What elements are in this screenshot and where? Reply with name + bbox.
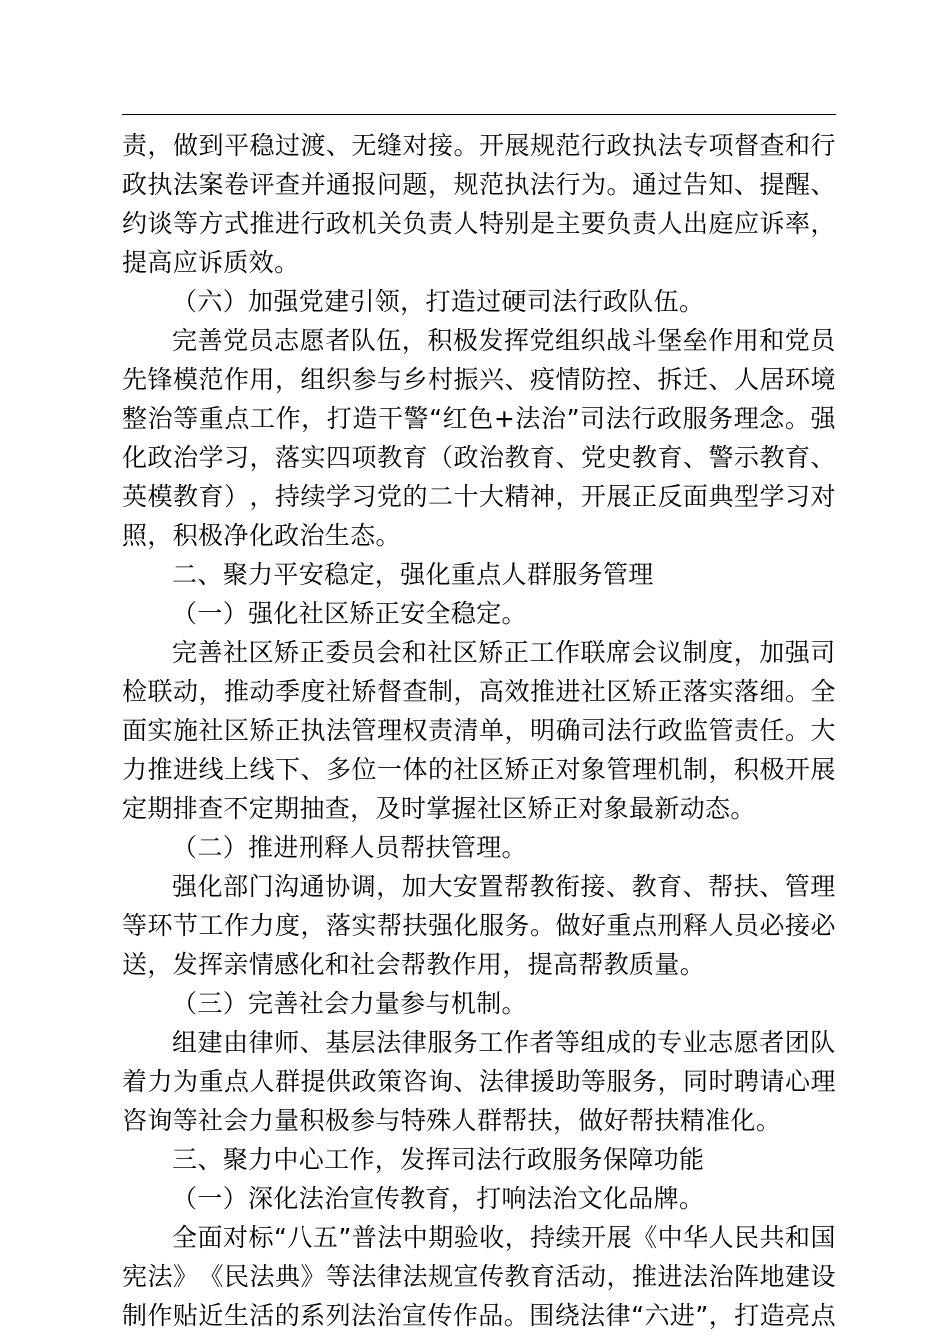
text-line: 责 ， 做 到 平 稳 过 渡 、 无 缝 对 接 。 开 展 规 范 行 政 执 法 专 项 督 查 和 行	[122, 131, 836, 160]
section-heading: 三、聚力中心工作，发挥司法行政服务保障功能	[172, 1145, 705, 1174]
text-line: 化 政 治 学 习 ， 落 实 四 项 教 育 （ 政 治 教 育 、 党 史 教 育 、 警 示 教 育 、	[122, 443, 836, 472]
text-line: 组 建 由 律 师 、 基 层 法 律 服 务 工 作 者 等 组 成 的 专 业 志 愿 者 团 队	[172, 1028, 836, 1057]
text-line: 先 锋 模 范 作 用 ， 组 织 参 与 乡 村 振 兴 、 疫 情 防 控 、 拆 迁 、 人 居 环 境	[122, 365, 836, 394]
document-body	[122, 126, 836, 1335]
subsection-heading: （一）深化法治宣传教育，打响法治文化品牌。	[172, 1184, 705, 1213]
text-line: 英 模 教 育 ） ， 持 续 学 习 党 的 二 十 大 精 神 ， 开 展 正 反 面 典 型 学 习 对	[122, 482, 836, 511]
text-line: 照，积极净化政治生态。	[122, 521, 401, 550]
text-line: 完 善 党 员 志 愿 者 队 伍 ， 积 极 发 挥 党 组 织 战 斗 堡 垒 作 用 和 党 员	[172, 326, 836, 355]
subsection-heading: （二）推进刑释人员帮扶管理。	[172, 833, 527, 862]
text-line: 约 谈 等 方 式 推 进 行 政 机 关 负 责 人 特 别 是 主 要 负 责 人 出 庭 应 诉 率 ，	[122, 209, 836, 238]
text-line: 定期排查不定期抽查，及时掌握社区矫正对象最新动态。	[122, 794, 756, 823]
text-line: 政 执 法 案 卷 评 查 并 通 报 问 题 ， 规 范 执 法 行 为 。 通 过 告 知 、 提 醒 、	[122, 170, 836, 199]
text-line: 咨询等社会力量积极参与特殊人群帮扶，做好帮扶精准化。	[122, 1106, 782, 1135]
text-line: 完 善 社 区 矫 正 委 员 会 和 社 区 矫 正 工 作 联 席 会 议 制 度 ， 加 强 司	[172, 638, 836, 667]
text-line: 提高应诉质效。	[122, 248, 300, 277]
text-line: 送，发挥亲情感化和社会帮教作用，提高帮教质量。	[122, 950, 706, 979]
text-line: 面 实 施 社 区 矫 正 执 法 管 理 权 责 清 单 ， 明 确 司 法 行 政 监 管 责 任 。 大	[122, 716, 836, 745]
text-line: 检 联 动 ， 推 动 季 度 社 矫 督 查 制 ， 高 效 推 进 社 区 矫 正 落 实 落 细 。 全	[122, 677, 836, 706]
text-line: 力 推 进 线 上 线 下 、 多 位 一 体 的 社 区 矫 正 对 象 管 理 机 制 ， 积 极 开 展	[122, 755, 836, 784]
text-line: 全 面 对 标 “ 八 五 ” 普 法 中 期 验 收 ， 持 续 开 展 《 中 华 人 民 共 和 国	[172, 1223, 836, 1252]
text-line: 制 作 贴 近 生 活 的 系 列 法 治 宣 传 作 品 。 围 绕 法 律 “ 六 进 ” ， 打 造 亮 点	[122, 1301, 836, 1330]
header-rule	[122, 114, 836, 115]
text-line: 着 力 为 重 点 人 群 提 供 政 策 咨 询 、 法 律 援 助 等 服 务 ， 同 时 聘 请 心 理	[122, 1067, 836, 1096]
text-line: 强 化 部 门 沟 通 协 调 ， 加 大 安 置 帮 教 衔 接 、 教 育 、 帮 扶 、 管 理	[172, 872, 836, 901]
subsection-heading: （三）完善社会力量参与机制。	[172, 989, 527, 1018]
text-line: 宪 法 》 《 民 法 典 》 等 法 律 法 规 宣 传 教 育 活 动 ， 推 进 法 治 阵 地 建 设	[122, 1262, 836, 1291]
text-line: 等 环 节 工 作 力 度 ， 落 实 帮 扶 强 化 服 务 。 做 好 重 点 刑 释 人 员 必 接 必	[122, 911, 836, 940]
section-heading: 二、聚力平安稳定，强化重点人群服务管理	[172, 560, 654, 589]
text-line: 整 治 等 重 点 工 作 ， 打 造 干 警 “ 红 色 + 法 治 ” 司 法 行 政 服 务 理 念 。 强	[122, 404, 836, 433]
subsection-heading: （一）强化社区矫正安全稳定。	[172, 599, 527, 628]
section-heading: （六）加强党建引领，打造过硬司法行政队伍。	[172, 287, 705, 316]
